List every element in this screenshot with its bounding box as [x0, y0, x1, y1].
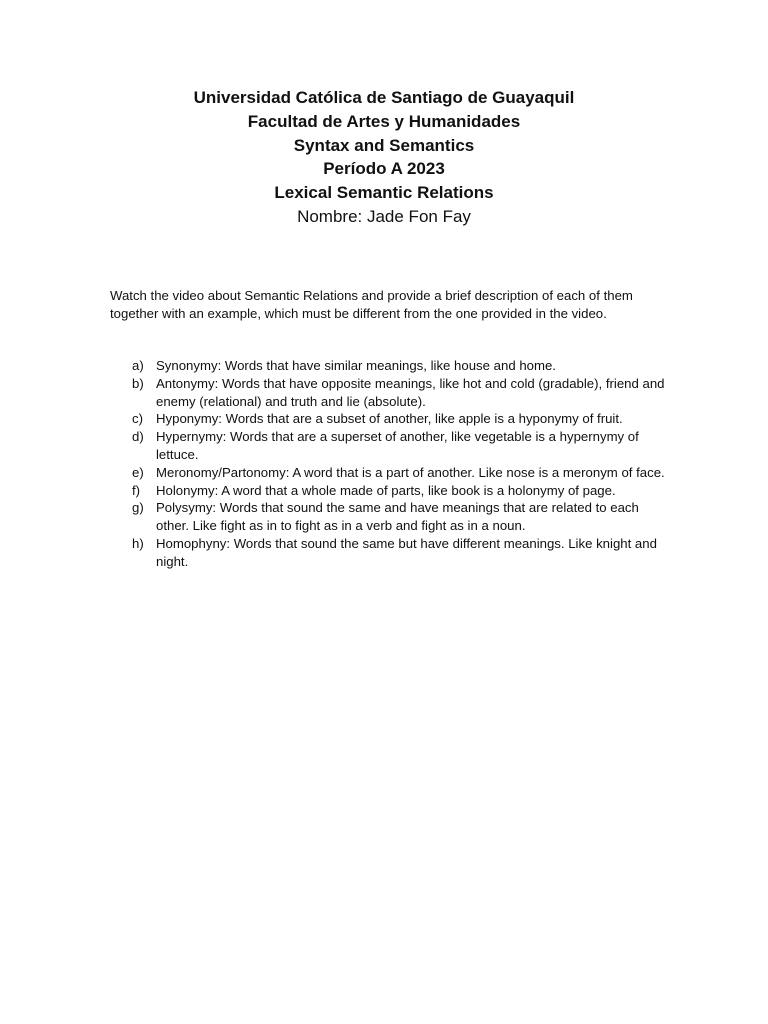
list-item-text: Meronomy/Partonomy: A word that is a part of another. Like nose is a meronym of face.: [156, 464, 665, 480]
list-item: [110, 535, 670, 571]
instructions-paragraph: Watch the video about Semantic Relations and provide a brief description of each of them together with an example, which must be different from the one provided in the video.: [110, 288, 633, 321]
assignment-topic: Lexical Semantic Relations: [274, 183, 494, 203]
list-item: [110, 357, 670, 375]
list-marker: b): [132, 375, 144, 391]
list-item-text: Polysymy: Words that sound the same and have meanings that are related to each other. Like fight as in to fight as in a verb and fight as in a noun.: [156, 500, 639, 534]
list-item-text: Hyponymy: Words that are a subset of another, like apple is a hyponymy of fruit.: [156, 411, 623, 427]
academic-period: Período A 2023: [323, 159, 445, 179]
list-marker: f): [132, 482, 141, 498]
list-item: [110, 482, 670, 500]
list-item: [110, 464, 670, 482]
document-header: [0, 86, 768, 229]
student-name: Nombre: Jade Fon Fay: [297, 206, 471, 226]
list-item-text: Antonymy: Words that have opposite meanings, like hot and cold (gradable), friend and enemy (relational) and truth and lie (absolute).: [156, 375, 665, 409]
university-name: Universidad Católica de Santiago de Guayaquil: [193, 88, 575, 107]
course-name: Syntax and Semantics: [293, 135, 475, 155]
list-marker: e): [132, 464, 144, 480]
faculty-name: Facultad de Artes y Humanidades: [247, 111, 521, 131]
list-item-text: Synonymy: Words that have similar meanings, like house and home.: [156, 358, 556, 373]
list-item-text: Homophyny: Words that sound the same but have different meanings. Like knight and night.: [156, 535, 657, 569]
list-item-text: Holonymy: A word that a whole made of parts, like book is a holonymy of page.: [156, 482, 616, 498]
list-item: [110, 375, 670, 411]
list-item: [110, 428, 670, 464]
semantic-relations-list: [110, 357, 670, 571]
list-item-text: Hypernymy: Words that are a superset of another, like vegetable is a hypernymy of lettuce.: [156, 429, 639, 462]
list-marker: c): [132, 411, 143, 427]
list-marker: h): [132, 535, 144, 551]
list-marker: g): [132, 500, 144, 516]
list-marker: a): [132, 358, 144, 373]
list-marker: d): [132, 429, 144, 445]
list-item: [110, 410, 670, 428]
list-item: [110, 499, 670, 535]
